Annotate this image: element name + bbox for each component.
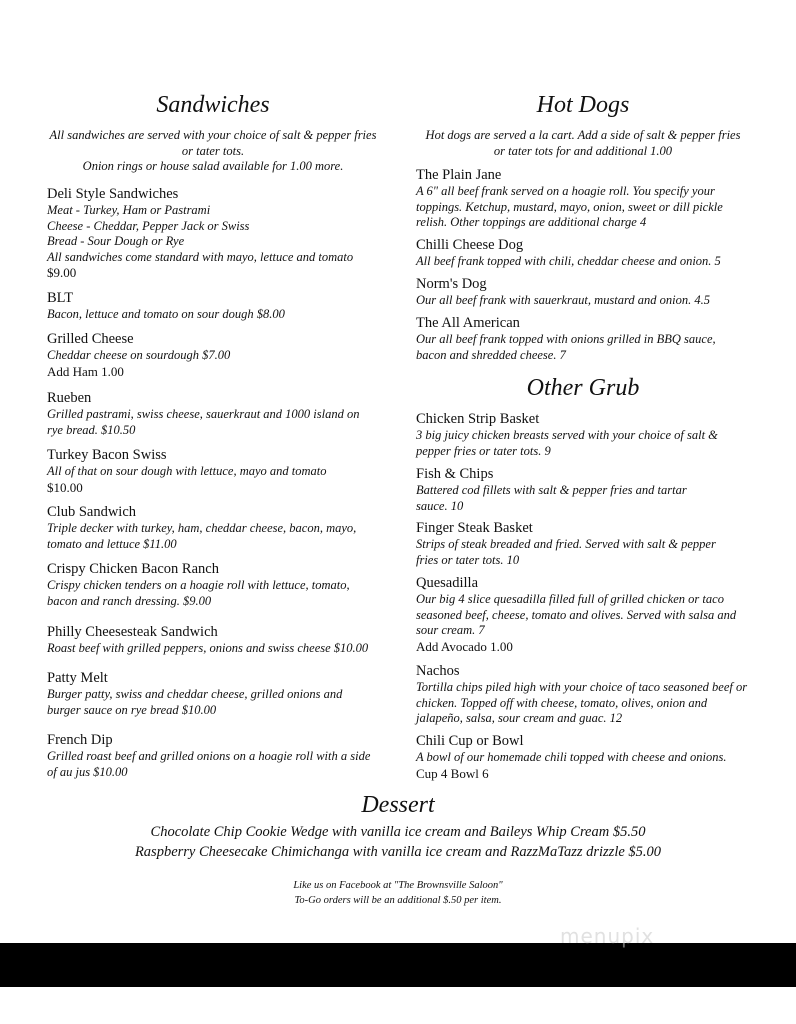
- sandwiches-list: [47, 0, 387, 800]
- item-price: $10.00: [47, 479, 83, 495]
- item-desc: Meat - Turkey, Ham or Pastrami: [47, 203, 211, 217]
- item-name: Crispy Chicken Bacon Ranch: [47, 561, 219, 577]
- item-desc: Tortilla chips piled high with your choice of taco seasoned beef or: [416, 680, 748, 694]
- menu-item: [47, 447, 387, 495]
- bottom-bar: [0, 943, 796, 987]
- item-desc: Bacon, lettuce and tomato on sour dough $8.00: [47, 307, 285, 321]
- item-desc: Cheese - Cheddar, Pepper Jack or Swiss: [47, 218, 250, 233]
- menu-item: [416, 167, 766, 231]
- item-desc: sauce. 10: [416, 498, 464, 513]
- menu-item: [47, 504, 387, 552]
- menupix-watermark: menupix: [560, 924, 655, 948]
- item-price: $9.00: [47, 265, 77, 280]
- item-name: Chili Cup or Bowl: [416, 733, 524, 749]
- item-desc: Cheddar cheese on sourdough $7.00: [47, 348, 231, 362]
- menu-item: [416, 411, 766, 459]
- item-desc: Bread - Sour Dough or Rye: [47, 234, 185, 248]
- item-extra: Add Ham 1.00: [47, 363, 124, 379]
- item-desc: tomato and lettuce $11.00: [47, 536, 177, 551]
- menu-item: [47, 331, 387, 379]
- item-name: The Plain Jane: [416, 167, 502, 183]
- item-desc: Our all beef frank with sauerkraut, mustard and onion. 4.5: [416, 293, 710, 307]
- menu-item: [47, 670, 387, 718]
- item-name: The All American: [416, 315, 520, 331]
- item-name: Finger Steak Basket: [416, 520, 533, 536]
- item-name: French Dip: [47, 732, 113, 748]
- menu-item: [47, 624, 387, 657]
- sandwiches-title: Sandwiches: [156, 92, 270, 118]
- sandwiches-intro-line: All sandwiches are served with your choice of salt & pepper fries: [49, 128, 377, 142]
- menu-item: [47, 186, 387, 281]
- menu-item: [416, 663, 766, 727]
- item-name: Fish & Chips: [416, 466, 494, 482]
- item-name: Philly Cheesesteak Sandwich: [47, 624, 218, 640]
- menu-item: [416, 733, 766, 781]
- hotdogs-list: [416, 0, 766, 800]
- item-desc: of au jus $10.00: [47, 764, 128, 779]
- item-desc: burger sauce on rye bread $10.00: [47, 702, 217, 717]
- menu-item: [416, 575, 766, 654]
- item-desc: Our big 4 slice quesadilla filled full of grilled chicken or taco: [416, 592, 724, 606]
- item-desc: Battered cod fillets with salt & pepper fries and tartar: [416, 483, 687, 497]
- item-name: Patty Melt: [47, 670, 108, 686]
- item-desc: Burger patty, swiss and cheddar cheese, grilled onions and: [47, 687, 343, 701]
- item-desc: rye bread. $10.50: [47, 422, 136, 437]
- menu-item: [416, 466, 766, 514]
- item-desc: sour cream. 7: [416, 623, 485, 637]
- sandwiches-intro-line: Onion rings or house salad available for 1.00 more.: [82, 159, 344, 173]
- item-desc: Triple decker with turkey, ham, cheddar cheese, bacon, mayo,: [47, 521, 357, 535]
- item-name: Deli Style Sandwiches: [47, 186, 179, 202]
- item-desc: Strips of steak breaded and fried. Served with salt & pepper: [416, 537, 716, 551]
- item-name: Rueben: [47, 390, 92, 406]
- item-name: Norm's Dog: [416, 276, 487, 292]
- item-name: Quesadilla: [416, 575, 479, 591]
- togo-note: To-Go orders will be an additional $.50 per item.: [294, 895, 502, 906]
- item-desc: 3 big juicy chicken breasts served with your choice of salt &: [416, 428, 718, 442]
- item-desc: fries or tater tots. 10: [416, 552, 520, 567]
- menu-item: [47, 732, 387, 780]
- item-name: Turkey Bacon Swiss: [47, 447, 167, 463]
- item-desc: A 6" all beef frank served on a hoagie roll. You specify your: [416, 184, 715, 198]
- menu-item: [416, 276, 766, 309]
- hotdogs-intro-line: or tater tots for and additional 1.00: [493, 143, 673, 158]
- item-desc: bacon and shredded cheese. 7: [416, 347, 566, 362]
- menu-item: [47, 290, 387, 323]
- item-desc: A bowl of our homemade chili topped with cheese and onions.: [416, 750, 727, 764]
- item-desc: Crispy chicken tenders on a hoagie roll with lettuce, tomato,: [47, 578, 350, 592]
- item-extra: Cup 4 Bowl 6: [416, 765, 489, 781]
- item-name: Club Sandwich: [47, 504, 137, 520]
- dessert-item: Raspberry Cheesecake Chimichanga with vanilla ice cream and RazzMaTazz drizzle $5.00: [134, 844, 662, 860]
- item-desc: Grilled pastrami, swiss cheese, sauerkraut and 1000 island on: [47, 407, 360, 421]
- item-name: Grilled Cheese: [47, 331, 134, 347]
- sandwiches-intro-line: or tater tots.: [181, 143, 245, 158]
- item-desc: All of that on sour dough with lettuce, mayo and tomato: [47, 464, 327, 478]
- item-desc: seasoned beef, cheese, tomato and olives. Served with salsa and: [416, 607, 737, 622]
- item-name: BLT: [47, 290, 74, 306]
- menu-item: [47, 561, 387, 609]
- item-desc: toppings. Ketchup, mustard, mayo, onion, sweet or dill pickle: [416, 199, 723, 214]
- item-desc: All beef frank topped with chili, cheddar cheese and onion. 5: [416, 254, 721, 268]
- item-desc: All sandwiches come standard with mayo, lettuce and tomato: [47, 249, 354, 264]
- item-desc: Grilled roast beef and grilled onions on a hoagie roll with a side: [47, 749, 371, 763]
- dessert-title: Dessert: [361, 792, 435, 818]
- item-desc: chicken. Topped off with cheese, tomato, olives, onion and: [416, 695, 708, 710]
- item-desc: relish. Other toppings are additional charge 4: [416, 215, 647, 229]
- item-extra: Add Avocado 1.00: [416, 638, 513, 654]
- item-name: Nachos: [416, 663, 460, 679]
- item-desc: jalapeño, salsa, sour cream and guac. 12: [416, 711, 623, 725]
- item-desc: pepper fries or tater tots. 9: [416, 443, 551, 458]
- dessert-item: Chocolate Chip Cookie Wedge with vanilla ice cream and Baileys Whip Cream $5.50: [150, 824, 646, 840]
- menu-item: [47, 390, 387, 438]
- item-name: Chilli Cheese Dog: [416, 237, 524, 253]
- menu-item: [416, 315, 766, 363]
- item-desc: Roast beef with grilled peppers, onions and swiss cheese $10.00: [47, 641, 369, 655]
- item-name: Chicken Strip Basket: [416, 411, 540, 427]
- facebook-note: Like us on Facebook at "The Brownsville Saloon": [293, 880, 503, 891]
- item-desc: Our all beef frank topped with onions grilled in BBQ sauce,: [416, 332, 716, 346]
- menu-item: [416, 237, 766, 270]
- item-desc: bacon and ranch dressing. $9.00: [47, 593, 212, 608]
- menu-item: [416, 520, 766, 568]
- hotdogs-intro-line: Hot dogs are served a la cart. Add a side of salt & pepper fries: [425, 128, 741, 142]
- hotdogs-title: Hot Dogs: [536, 92, 630, 118]
- othergrub-title: Other Grub: [526, 375, 640, 401]
